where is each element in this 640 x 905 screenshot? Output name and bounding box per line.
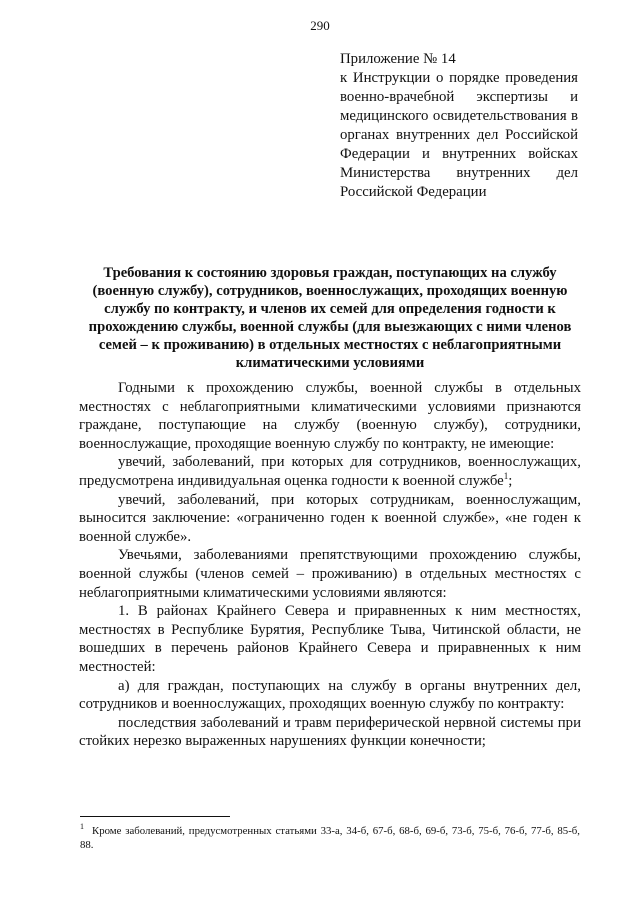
paragraph-2: [79, 453, 581, 490]
footnote-reference[interactable]: 1: [503, 471, 509, 482]
footnote-divider: [80, 816, 230, 817]
paragraph-6: а) для граждан, поступающих на службу в органы внутренних дел, сотрудников и военнослужащих, проходящих военную службу по контракту:: [79, 677, 581, 713]
footnote-text: Кроме заболеваний, предусмотренных статьями 33-а, 34-б, 67-б, 68-б, 69-б, 73-б, 75-б, 76-б, 77-б, 85-б, 88.: [80, 825, 580, 851]
paragraph-4: Увечьями, заболеваниями препятствующими прохождению службы, военной службы (членов семей – проживанию) в отдельных местностях с неблагоприятными климатическими условиями являются:: [79, 547, 581, 601]
paragraph-3: увечий, заболеваний, при которых сотрудникам, военнослужащим, выносится заключение: «ограниченно годен к военной службе», «не годен к военной службе».: [79, 491, 581, 545]
body-text: [79, 379, 581, 751]
paragraph-2-text: увечий, заболеваний, при которых для сотрудников, военнослужащих, предусмотрена индивидуальная оценка годности к военной службе: [79, 454, 581, 489]
document-title: Требования к состоянию здоровья граждан, поступающих на службу (военную службу), сотрудников, военнослужащих, проходящих военную службу по контракту, и членов их семей для определения годности к прохождению службы, военной службы (для выезжающих с ними членов семей – к проживанию) в отдельных местностях с неблагоприятными климатическими условиями: [88, 265, 572, 371]
paragraph-2-punct: ;: [508, 472, 513, 489]
footnote-marker: 1: [80, 822, 84, 832]
page-number: 290: [310, 18, 330, 33]
paragraph-5: 1. В районах Крайнего Севера и приравненных к ним местностях, местностях в Республике Бурятия, Республике Тыва, Читинской области, не вошедших в перечень районов Крайнего Севера и приравненных к ним местностей:: [79, 603, 581, 675]
footnote: [80, 824, 580, 852]
paragraph-7: последствия заболеваний и травм периферической нервной системы при стойких нерезко выраженных нарушениях функции конечности;: [79, 714, 581, 750]
paragraph-1: Годными к прохождению службы, военной службы в отдельных местностях с неблагоприятными климатическими условиями признаются граждане, поступающие на службу (военную службу), сотрудники, военнослужащие, проходящие военную службу по контракту, не имеющие:: [79, 380, 581, 452]
appendix-header: [340, 50, 578, 202]
appendix-title: Приложение № 14: [340, 51, 456, 67]
appendix-body: к Инструкции о порядке проведения военно-врачебной экспертизы и медицинского освидетельствования в органах внутренних дел Российской Федерации и внутренних войсках Министерства внутренних дел Российской Федерации: [340, 70, 578, 200]
